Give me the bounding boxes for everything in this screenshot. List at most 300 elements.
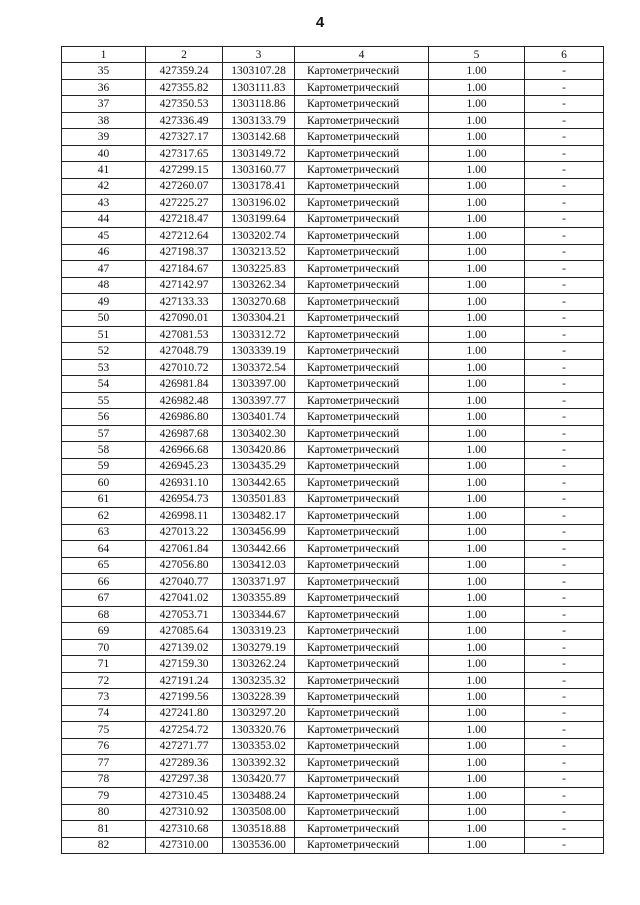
accuracy-cell: 1.00	[429, 244, 525, 260]
method-cell: Картометрический	[295, 359, 429, 375]
y-coordinate-cell: 1303262.24	[223, 656, 295, 672]
accuracy-cell: 1.00	[429, 376, 525, 392]
table-row	[62, 261, 604, 277]
y-coordinate-cell: 1303372.54	[223, 359, 295, 375]
method-cell: Картометрический	[295, 491, 429, 507]
point-number-cell: 52	[62, 343, 146, 359]
accuracy-cell: 1.00	[429, 409, 525, 425]
header-row	[62, 47, 604, 63]
accuracy-cell: 1.00	[429, 590, 525, 606]
method-cell: Картометрический	[295, 738, 429, 754]
note-cell: -	[525, 79, 604, 95]
accuracy-cell: 1.00	[429, 96, 525, 112]
note-cell: -	[525, 804, 604, 820]
y-coordinate-cell: 1303304.21	[223, 310, 295, 326]
note-cell: -	[525, 788, 604, 804]
accuracy-cell: 1.00	[429, 689, 525, 705]
point-number-cell: 44	[62, 211, 146, 227]
point-number-cell: 55	[62, 392, 146, 408]
method-cell: Картометрический	[295, 755, 429, 771]
y-coordinate-cell: 1303199.64	[223, 211, 295, 227]
method-cell: Картометрический	[295, 294, 429, 310]
method-cell: Картометрический	[295, 129, 429, 145]
page-number: 4	[315, 14, 325, 31]
point-number-cell: 68	[62, 606, 146, 622]
table-row	[62, 689, 604, 705]
y-coordinate-cell: 1303235.32	[223, 672, 295, 688]
column-header-4: 4	[295, 47, 429, 63]
y-coordinate-cell: 1303371.97	[223, 574, 295, 590]
x-coordinate-cell: 427299.15	[146, 162, 223, 178]
method-cell: Картометрический	[295, 639, 429, 655]
method-cell: Картометрический	[295, 326, 429, 342]
point-number-cell: 38	[62, 112, 146, 128]
x-coordinate-cell: 427327.17	[146, 129, 223, 145]
y-coordinate-cell: 1303262.34	[223, 277, 295, 293]
y-coordinate-cell: 1303319.23	[223, 623, 295, 639]
method-cell: Картометрический	[295, 244, 429, 260]
x-coordinate-cell: 427041.02	[146, 590, 223, 606]
point-number-cell: 51	[62, 326, 146, 342]
point-number-cell: 71	[62, 656, 146, 672]
accuracy-cell: 1.00	[429, 112, 525, 128]
y-coordinate-cell: 1303107.28	[223, 63, 295, 79]
note-cell: -	[525, 606, 604, 622]
y-coordinate-cell: 1303320.76	[223, 722, 295, 738]
method-cell: Картометрический	[295, 590, 429, 606]
y-coordinate-cell: 1303178.41	[223, 178, 295, 194]
point-number-cell: 73	[62, 689, 146, 705]
point-number-cell: 79	[62, 788, 146, 804]
x-coordinate-cell: 426986.80	[146, 409, 223, 425]
x-coordinate-cell: 427139.02	[146, 639, 223, 655]
y-coordinate-cell: 1303355.89	[223, 590, 295, 606]
point-number-cell: 54	[62, 376, 146, 392]
x-coordinate-cell: 427359.24	[146, 63, 223, 79]
method-cell: Картометрический	[295, 310, 429, 326]
note-cell: -	[525, 771, 604, 787]
method-cell: Картометрический	[295, 557, 429, 573]
x-coordinate-cell: 427310.92	[146, 804, 223, 820]
column-header-6: 6	[525, 47, 604, 63]
method-cell: Картометрический	[295, 409, 429, 425]
table-row	[62, 590, 604, 606]
y-coordinate-cell: 1303420.86	[223, 442, 295, 458]
note-cell: -	[525, 557, 604, 573]
table-row	[62, 228, 604, 244]
table-row	[62, 343, 604, 359]
table-row	[62, 722, 604, 738]
x-coordinate-cell: 427225.27	[146, 195, 223, 211]
point-number-cell: 37	[62, 96, 146, 112]
table-row	[62, 63, 604, 79]
x-coordinate-cell: 427199.56	[146, 689, 223, 705]
y-coordinate-cell: 1303508.00	[223, 804, 295, 820]
table-row	[62, 392, 604, 408]
x-coordinate-cell: 427310.00	[146, 837, 223, 853]
method-cell: Картометрический	[295, 475, 429, 491]
point-number-cell: 49	[62, 294, 146, 310]
accuracy-cell: 1.00	[429, 326, 525, 342]
point-number-cell: 42	[62, 178, 146, 194]
accuracy-cell: 1.00	[429, 705, 525, 721]
method-cell: Картометрический	[295, 672, 429, 688]
y-coordinate-cell: 1303442.65	[223, 475, 295, 491]
note-cell: -	[525, 491, 604, 507]
accuracy-cell: 1.00	[429, 606, 525, 622]
method-cell: Картометрический	[295, 722, 429, 738]
accuracy-cell: 1.00	[429, 804, 525, 820]
y-coordinate-cell: 1303501.83	[223, 491, 295, 507]
note-cell: -	[525, 343, 604, 359]
y-coordinate-cell: 1303339.19	[223, 343, 295, 359]
point-number-cell: 59	[62, 458, 146, 474]
y-coordinate-cell: 1303142.68	[223, 129, 295, 145]
note-cell: -	[525, 541, 604, 557]
accuracy-cell: 1.00	[429, 442, 525, 458]
x-coordinate-cell: 427085.64	[146, 623, 223, 639]
method-cell: Картометрический	[295, 705, 429, 721]
x-coordinate-cell: 427241.80	[146, 705, 223, 721]
y-coordinate-cell: 1303420.77	[223, 771, 295, 787]
accuracy-cell: 1.00	[429, 211, 525, 227]
method-cell: Картометрический	[295, 442, 429, 458]
note-cell: -	[525, 722, 604, 738]
note-cell: -	[525, 129, 604, 145]
method-cell: Картометрический	[295, 837, 429, 853]
x-coordinate-cell: 427212.64	[146, 228, 223, 244]
table-row	[62, 771, 604, 787]
x-coordinate-cell: 427142.97	[146, 277, 223, 293]
table-row	[62, 821, 604, 837]
table-row	[62, 639, 604, 655]
table-row	[62, 804, 604, 820]
method-cell: Картометрический	[295, 771, 429, 787]
point-number-cell: 41	[62, 162, 146, 178]
point-number-cell: 76	[62, 738, 146, 754]
y-coordinate-cell: 1303196.02	[223, 195, 295, 211]
x-coordinate-cell: 427191.24	[146, 672, 223, 688]
note-cell: -	[525, 244, 604, 260]
accuracy-cell: 1.00	[429, 755, 525, 771]
note-cell: -	[525, 458, 604, 474]
x-coordinate-cell: 427048.79	[146, 343, 223, 359]
accuracy-cell: 1.00	[429, 359, 525, 375]
x-coordinate-cell: 427289.36	[146, 755, 223, 771]
method-cell: Картометрический	[295, 656, 429, 672]
x-coordinate-cell: 427254.72	[146, 722, 223, 738]
table-row	[62, 788, 604, 804]
point-number-cell: 60	[62, 475, 146, 491]
table-row	[62, 755, 604, 771]
accuracy-cell: 1.00	[429, 557, 525, 573]
accuracy-cell: 1.00	[429, 508, 525, 524]
note-cell: -	[525, 178, 604, 194]
x-coordinate-cell: 427198.37	[146, 244, 223, 260]
accuracy-cell: 1.00	[429, 310, 525, 326]
point-number-cell: 66	[62, 574, 146, 590]
note-cell: -	[525, 656, 604, 672]
y-coordinate-cell: 1303435.29	[223, 458, 295, 474]
note-cell: -	[525, 392, 604, 408]
y-coordinate-cell: 1303270.68	[223, 294, 295, 310]
note-cell: -	[525, 326, 604, 342]
x-coordinate-cell: 427260.07	[146, 178, 223, 194]
point-number-cell: 46	[62, 244, 146, 260]
accuracy-cell: 1.00	[429, 228, 525, 244]
accuracy-cell: 1.00	[429, 491, 525, 507]
y-coordinate-cell: 1303412.03	[223, 557, 295, 573]
table-row	[62, 705, 604, 721]
method-cell: Картометрический	[295, 606, 429, 622]
accuracy-cell: 1.00	[429, 771, 525, 787]
y-coordinate-cell: 1303518.88	[223, 821, 295, 837]
note-cell: -	[525, 738, 604, 754]
note-cell: -	[525, 228, 604, 244]
table-row	[62, 656, 604, 672]
accuracy-cell: 1.00	[429, 738, 525, 754]
x-coordinate-cell: 427061.84	[146, 541, 223, 557]
table-row	[62, 145, 604, 161]
point-number-cell: 35	[62, 63, 146, 79]
point-number-cell: 58	[62, 442, 146, 458]
table-row	[62, 672, 604, 688]
accuracy-cell: 1.00	[429, 672, 525, 688]
note-cell: -	[525, 442, 604, 458]
point-number-cell: 63	[62, 524, 146, 540]
table-row	[62, 557, 604, 573]
accuracy-cell: 1.00	[429, 788, 525, 804]
y-coordinate-cell: 1303225.83	[223, 261, 295, 277]
table-row	[62, 508, 604, 524]
table-row	[62, 129, 604, 145]
y-coordinate-cell: 1303297.20	[223, 705, 295, 721]
accuracy-cell: 1.00	[429, 656, 525, 672]
note-cell: -	[525, 112, 604, 128]
accuracy-cell: 1.00	[429, 178, 525, 194]
x-coordinate-cell: 426987.68	[146, 425, 223, 441]
accuracy-cell: 1.00	[429, 639, 525, 655]
x-coordinate-cell: 427081.53	[146, 326, 223, 342]
table-row	[62, 425, 604, 441]
column-header-3: 3	[223, 47, 295, 63]
table-row	[62, 195, 604, 211]
x-coordinate-cell: 427056.80	[146, 557, 223, 573]
accuracy-cell: 1.00	[429, 261, 525, 277]
accuracy-cell: 1.00	[429, 63, 525, 79]
accuracy-cell: 1.00	[429, 541, 525, 557]
method-cell: Картометрический	[295, 79, 429, 95]
table-row	[62, 277, 604, 293]
note-cell: -	[525, 211, 604, 227]
note-cell: -	[525, 409, 604, 425]
y-coordinate-cell: 1303160.77	[223, 162, 295, 178]
y-coordinate-cell: 1303402.30	[223, 425, 295, 441]
table-row	[62, 738, 604, 754]
point-number-cell: 45	[62, 228, 146, 244]
x-coordinate-cell: 427310.68	[146, 821, 223, 837]
note-cell: -	[525, 145, 604, 161]
x-coordinate-cell: 427013.22	[146, 524, 223, 540]
x-coordinate-cell: 427336.49	[146, 112, 223, 128]
note-cell: -	[525, 376, 604, 392]
table-row	[62, 491, 604, 507]
method-cell: Картометрический	[295, 261, 429, 277]
note-cell: -	[525, 425, 604, 441]
x-coordinate-cell: 427218.47	[146, 211, 223, 227]
table-row	[62, 310, 604, 326]
y-coordinate-cell: 1303536.00	[223, 837, 295, 853]
column-header-2: 2	[146, 47, 223, 63]
table-row	[62, 79, 604, 95]
x-coordinate-cell: 427271.77	[146, 738, 223, 754]
method-cell: Картометрический	[295, 376, 429, 392]
x-coordinate-cell: 427053.71	[146, 606, 223, 622]
coordinates-table	[61, 46, 604, 854]
point-number-cell: 77	[62, 755, 146, 771]
accuracy-cell: 1.00	[429, 277, 525, 293]
method-cell: Картометрический	[295, 508, 429, 524]
note-cell: -	[525, 310, 604, 326]
table-row	[62, 326, 604, 342]
method-cell: Картометрический	[295, 145, 429, 161]
accuracy-cell: 1.00	[429, 145, 525, 161]
accuracy-cell: 1.00	[429, 162, 525, 178]
note-cell: -	[525, 261, 604, 277]
y-coordinate-cell: 1303397.00	[223, 376, 295, 392]
point-number-cell: 53	[62, 359, 146, 375]
x-coordinate-cell: 427297.38	[146, 771, 223, 787]
accuracy-cell: 1.00	[429, 425, 525, 441]
note-cell: -	[525, 837, 604, 853]
x-coordinate-cell: 426982.48	[146, 392, 223, 408]
point-number-cell: 61	[62, 491, 146, 507]
method-cell: Картометрический	[295, 574, 429, 590]
table-body	[62, 63, 604, 854]
point-number-cell: 50	[62, 310, 146, 326]
y-coordinate-cell: 1303312.72	[223, 326, 295, 342]
x-coordinate-cell: 427159.30	[146, 656, 223, 672]
x-coordinate-cell: 427317.65	[146, 145, 223, 161]
accuracy-cell: 1.00	[429, 475, 525, 491]
y-coordinate-cell: 1303488.24	[223, 788, 295, 804]
note-cell: -	[525, 294, 604, 310]
y-coordinate-cell: 1303401.74	[223, 409, 295, 425]
table-row	[62, 376, 604, 392]
note-cell: -	[525, 821, 604, 837]
accuracy-cell: 1.00	[429, 392, 525, 408]
accuracy-cell: 1.00	[429, 837, 525, 853]
table-row	[62, 112, 604, 128]
method-cell: Картометрический	[295, 541, 429, 557]
table-row	[62, 178, 604, 194]
x-coordinate-cell: 426945.23	[146, 458, 223, 474]
table-row	[62, 458, 604, 474]
method-cell: Картометрический	[295, 821, 429, 837]
method-cell: Картометрический	[295, 162, 429, 178]
note-cell: -	[525, 623, 604, 639]
note-cell: -	[525, 639, 604, 655]
method-cell: Картометрический	[295, 788, 429, 804]
table-row	[62, 442, 604, 458]
method-cell: Картометрический	[295, 458, 429, 474]
note-cell: -	[525, 590, 604, 606]
point-number-cell: 57	[62, 425, 146, 441]
point-number-cell: 82	[62, 837, 146, 853]
note-cell: -	[525, 277, 604, 293]
point-number-cell: 67	[62, 590, 146, 606]
table-row	[62, 524, 604, 540]
accuracy-cell: 1.00	[429, 524, 525, 540]
accuracy-cell: 1.00	[429, 623, 525, 639]
note-cell: -	[525, 359, 604, 375]
point-number-cell: 43	[62, 195, 146, 211]
y-coordinate-cell: 1303202.74	[223, 228, 295, 244]
method-cell: Картометрический	[295, 112, 429, 128]
y-coordinate-cell: 1303442.66	[223, 541, 295, 557]
y-coordinate-cell: 1303279.19	[223, 639, 295, 655]
point-number-cell: 81	[62, 821, 146, 837]
table-row	[62, 244, 604, 260]
point-number-cell: 36	[62, 79, 146, 95]
note-cell: -	[525, 63, 604, 79]
method-cell: Картометрический	[295, 63, 429, 79]
x-coordinate-cell: 427310.45	[146, 788, 223, 804]
table-row	[62, 409, 604, 425]
method-cell: Картометрический	[295, 623, 429, 639]
note-cell: -	[525, 162, 604, 178]
y-coordinate-cell: 1303344.67	[223, 606, 295, 622]
y-coordinate-cell: 1303456.99	[223, 524, 295, 540]
table-row	[62, 606, 604, 622]
point-number-cell: 64	[62, 541, 146, 557]
y-coordinate-cell: 1303392.32	[223, 755, 295, 771]
method-cell: Картометрический	[295, 425, 429, 441]
point-number-cell: 74	[62, 705, 146, 721]
method-cell: Картометрический	[295, 392, 429, 408]
method-cell: Картометрический	[295, 524, 429, 540]
point-number-cell: 39	[62, 129, 146, 145]
table-row	[62, 623, 604, 639]
table-row	[62, 475, 604, 491]
table-row	[62, 294, 604, 310]
accuracy-cell: 1.00	[429, 79, 525, 95]
method-cell: Картометрический	[295, 343, 429, 359]
x-coordinate-cell: 427355.82	[146, 79, 223, 95]
column-header-1: 1	[62, 47, 146, 63]
point-number-cell: 80	[62, 804, 146, 820]
note-cell: -	[525, 475, 604, 491]
table-row	[62, 541, 604, 557]
accuracy-cell: 1.00	[429, 343, 525, 359]
accuracy-cell: 1.00	[429, 195, 525, 211]
x-coordinate-cell: 426998.11	[146, 508, 223, 524]
point-number-cell: 62	[62, 508, 146, 524]
y-coordinate-cell: 1303397.77	[223, 392, 295, 408]
accuracy-cell: 1.00	[429, 821, 525, 837]
method-cell: Картометрический	[295, 804, 429, 820]
note-cell: -	[525, 195, 604, 211]
note-cell: -	[525, 672, 604, 688]
x-coordinate-cell: 426954.73	[146, 491, 223, 507]
point-number-cell: 72	[62, 672, 146, 688]
x-coordinate-cell: 427010.72	[146, 359, 223, 375]
point-number-cell: 75	[62, 722, 146, 738]
note-cell: -	[525, 574, 604, 590]
accuracy-cell: 1.00	[429, 574, 525, 590]
table-row	[62, 211, 604, 227]
table-header	[62, 47, 604, 63]
